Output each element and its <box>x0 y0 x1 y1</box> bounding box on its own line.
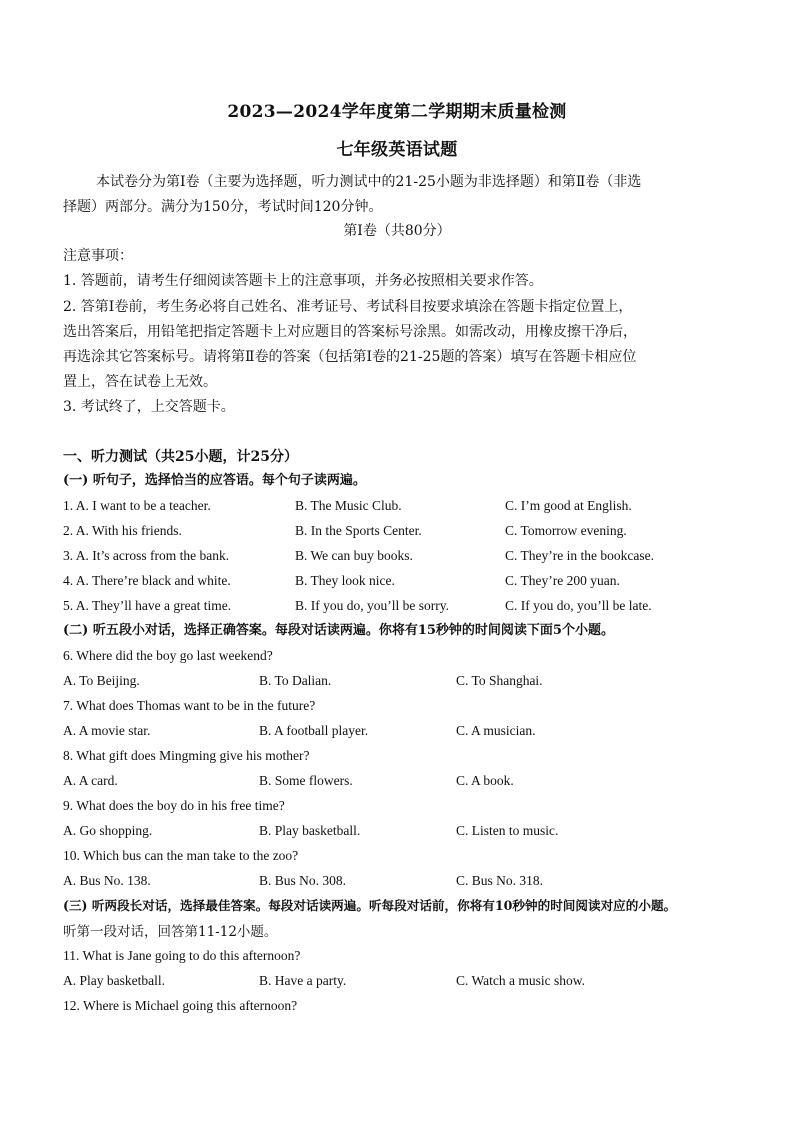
q9-option-a: A. Go shopping. <box>63 823 153 838</box>
q4-option-b: B. They look nice. <box>295 573 395 588</box>
part-two-heading: (二) 听五段小对话，选择正确答案。每段对话读两遍。你将有15秒钟的时间阅读下面5个小题。 <box>63 623 614 638</box>
q1-option-a: 1. A. I want to be a teacher. <box>63 498 211 513</box>
q4-option-a: 4. A. There’re black and white. <box>63 573 231 588</box>
q11-option-b: B. Have a party. <box>259 973 347 988</box>
part-three-subheading: 听第一段对话，回答第11-12小题。 <box>63 924 278 940</box>
q4-option-c: C. They’re 200 yuan. <box>505 573 620 588</box>
q3-option-b: B. We can buy books. <box>295 548 413 563</box>
q6-option-b: B. To Dalian. <box>259 673 332 688</box>
exam-title: 2023—2024学年度第二学期期末质量检测 <box>227 102 567 122</box>
q12-question: 12. Where is Michael going this afternoon? <box>63 998 298 1013</box>
notes-line-1: 1. 答题前，请考生仔细阅读答题卡上的注意事项，并务必按照相关要求作答。 <box>63 273 543 289</box>
notes-line-6: 3. 考试终了，上交答题卡。 <box>63 399 235 415</box>
q5-option-b: B. If you do, you’ll be sorry. <box>295 598 449 613</box>
q1-option-c: C. I’m good at English. <box>505 498 632 513</box>
intro-line-1: 本试卷分为第Ⅰ卷（主要为选择题，听力测试中的21-25小题为非选择题）和第Ⅱ卷（非选 <box>96 174 642 190</box>
part-three-heading: (三) 听两段长对话，选择最佳答案。每段对话读两遍。听每段对话前，你将有10秒钟的时间阅读对应的小题。 <box>63 898 677 913</box>
q2-option-a: 2. A. With his friends. <box>63 523 182 538</box>
notes-line-2: 2. 答第Ⅰ卷前，考生务必将自己姓名、准考证号、考试科目按要求填涂在答题卡指定位置上， <box>63 299 633 315</box>
notes-heading: 注意事项： <box>63 248 133 264</box>
q11-question: 11. What is Jane going to do this afternoon? <box>63 948 301 963</box>
q9-option-c: C. Listen to music. <box>456 823 559 838</box>
q8-question: 8. What gift does Mingming give his mother? <box>63 748 310 763</box>
q8-option-b: B. Some flowers. <box>259 773 353 788</box>
q7-option-a: A. A movie star. <box>63 723 151 738</box>
q11-option-a: A. Play basketball. <box>63 973 165 988</box>
exam-subtitle: 七年级英语试题 <box>336 140 458 160</box>
part-one-title: 第Ⅰ卷（共80分） <box>343 223 451 239</box>
q3-option-c: C. They’re in the bookcase. <box>505 548 654 563</box>
q6-option-a: A. To Beijing. <box>63 673 140 688</box>
q10-option-b: B. Bus No. 308. <box>259 873 347 888</box>
q11-option-c: C. Watch a music show. <box>456 973 586 988</box>
notes-line-4: 再选涂其它答案标号。请将第Ⅱ卷的答案（包括第Ⅰ卷的21-25题的答案）填写在答题卡相应位 <box>63 349 637 365</box>
q3-option-a: 3. A. It’s across from the bank. <box>63 548 230 563</box>
q5-option-c: C. If you do, you’ll be late. <box>505 598 652 613</box>
section-one-heading: 一、听力测试（共25小题，计25分） <box>63 449 298 465</box>
q7-option-c: C. A musician. <box>456 723 536 738</box>
notes-line-3: 选出答案后，用铅笔把指定答题卡上对应题目的答案标号涂黑。如需改动，用橡皮擦干净后， <box>63 324 637 340</box>
q8-option-a: A. A card. <box>63 773 118 788</box>
notes-line-5: 置上，答在试卷上无效。 <box>63 374 217 390</box>
intro-line-2: 择题）两部分。满分为150分，考试时间120分钟。 <box>63 199 383 215</box>
q8-option-c: C. A book. <box>456 773 514 788</box>
q9-question: 9. What does the boy do in his free time? <box>63 798 285 813</box>
q7-option-b: B. A football player. <box>259 723 369 738</box>
q2-option-b: B. In the Sports Center. <box>295 523 422 538</box>
q1-option-b: B. The Music Club. <box>295 498 402 513</box>
q6-option-c: C. To Shanghai. <box>456 673 543 688</box>
q6-question: 6. Where did the boy go last weekend? <box>63 648 273 663</box>
q5-option-a: 5. A. They’ll have a great time. <box>63 598 232 613</box>
q7-question: 7. What does Thomas want to be in the future? <box>63 698 316 713</box>
q2-option-c: C. Tomorrow evening. <box>505 523 627 538</box>
q10-option-c: C. Bus No. 318. <box>456 873 544 888</box>
q10-question: 10. Which bus can the man take to the zoo? <box>63 848 299 863</box>
q10-option-a: A. Bus No. 138. <box>63 873 151 888</box>
part-one-heading: (一) 听句子，选择恰当的应答语。每个句子读两遍。 <box>63 473 366 488</box>
q9-option-b: B. Play basketball. <box>259 823 361 838</box>
